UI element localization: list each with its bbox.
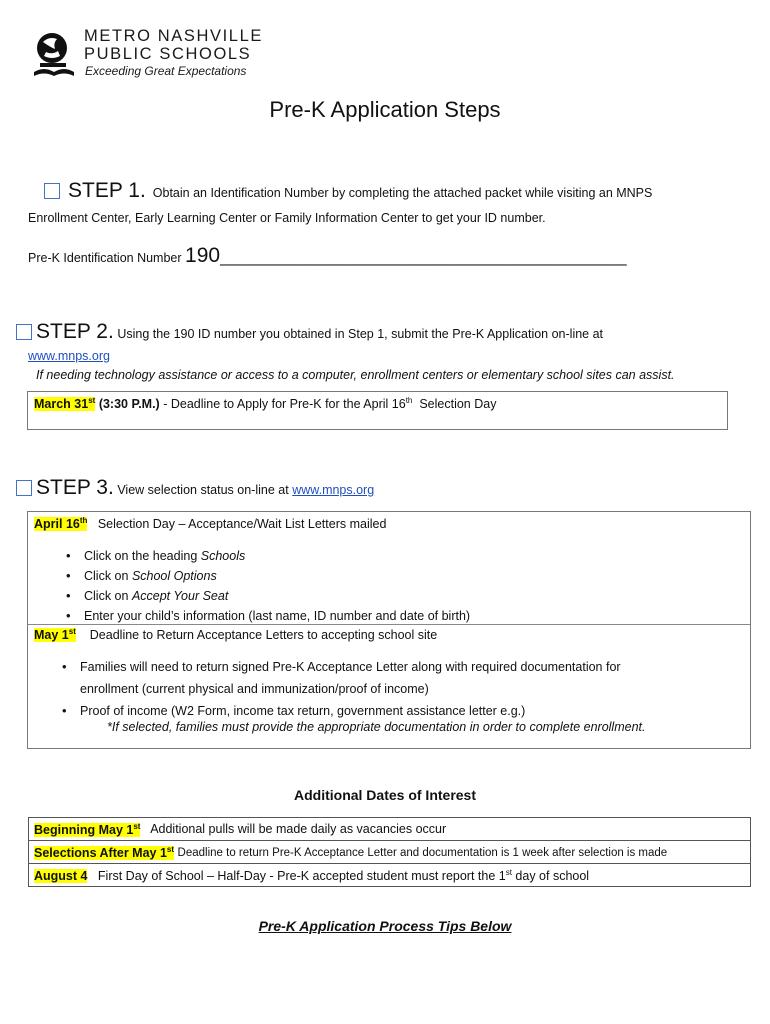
step2-link[interactable]: www.mnps.org bbox=[28, 349, 110, 363]
table-row bbox=[29, 841, 751, 864]
april-line bbox=[34, 516, 386, 531]
deadline-box bbox=[27, 391, 728, 430]
step2-checkbox[interactable] bbox=[16, 324, 32, 340]
date-text: First Day of School – Half-Day - Pre-K accepted student must report the 1st day of school bbox=[97, 867, 590, 883]
tips-heading: Pre-K Application Process Tips Below bbox=[258, 918, 512, 934]
list-item: • Proof of income (W2 Form, income tax return, government assistance letter e.g.) bbox=[58, 700, 621, 722]
page-title: Pre-K Application Steps bbox=[269, 97, 501, 122]
id-prefix: 190 bbox=[185, 244, 221, 267]
id-blank[interactable]: ___________________________________________ bbox=[220, 247, 627, 266]
date-label: Beginning May 1st bbox=[34, 821, 141, 837]
instruction-list bbox=[62, 546, 470, 626]
step2-text: Using the 190 ID number you obtained in Step 1, submit the Pre-K Application on-line at bbox=[117, 327, 604, 341]
april-text: Selection Day – Acceptance/Wait List Letters mailed bbox=[97, 517, 387, 532]
list-item: • Click on the heading Schools bbox=[62, 546, 470, 566]
step3-header bbox=[16, 476, 374, 500]
step2-heading: STEP 2. bbox=[36, 320, 114, 343]
april-date: April 16th bbox=[34, 516, 88, 532]
may-date: May 1st bbox=[34, 627, 76, 643]
step3-note: *If selected, families must provide the appropriate documentation in order to complete enrollment. bbox=[107, 720, 646, 734]
table-row bbox=[29, 864, 751, 887]
may-line bbox=[34, 627, 437, 642]
list-item: • Families will need to return signed Pre-K Acceptance Letter along with required documentation for enrollment (current physical and immunization/proof of income) bbox=[58, 656, 621, 700]
divider bbox=[28, 624, 750, 625]
dates-table bbox=[28, 817, 751, 887]
step3-box bbox=[27, 511, 751, 749]
may-text: Deadline to Return Acceptance Letters to accepting school site bbox=[89, 628, 438, 643]
table-row bbox=[29, 818, 751, 841]
id-label: Pre-K Identification Number bbox=[28, 251, 182, 265]
list-item: • Enter your child’s information (last name, ID number and date of birth) bbox=[62, 606, 470, 626]
step1-text-b: Enrollment Center, Early Learning Center or Family Information Center to get your ID number. bbox=[28, 211, 546, 225]
step2-note: If needing technology assistance or access to a computer, enrollment centers or elementary school sites can assist. bbox=[36, 368, 675, 382]
step1-header bbox=[44, 179, 652, 203]
date-label: August 4 bbox=[34, 868, 88, 883]
step1-checkbox[interactable] bbox=[44, 183, 60, 199]
deadline-text: - Deadline to Apply for Pre-K for the April 16th Selection Day bbox=[163, 396, 497, 412]
step3-text: View selection status on-line at bbox=[117, 483, 289, 497]
step2-header bbox=[16, 320, 603, 344]
list-item: • Click on School Options bbox=[62, 566, 470, 586]
step3-heading: STEP 3. bbox=[36, 476, 114, 499]
logo-line-1: METRO NASHVILLE bbox=[84, 27, 263, 45]
step1-heading: STEP 1. bbox=[68, 179, 146, 202]
logo-tagline: Exceeding Great Expectations bbox=[85, 64, 247, 78]
step1-text-a: Obtain an Identification Number by completing the attached packet while visiting an MNPS bbox=[152, 186, 653, 200]
additional-heading: Additional Dates of Interest bbox=[293, 787, 477, 803]
list-item: • Click on Accept Your Seat bbox=[62, 586, 470, 606]
date-text: Additional pulls will be made daily as vacancies occur bbox=[150, 822, 447, 837]
step3-link[interactable]: www.mnps.org bbox=[292, 483, 375, 497]
logo-line-2: PUBLIC SCHOOLS bbox=[84, 45, 252, 63]
deadline-time: (3:30 P.M.) bbox=[98, 397, 160, 412]
date-label: Selections After May 1st bbox=[34, 844, 175, 860]
date-text: Deadline to return Pre-K Acceptance Letter and documentation is 1 week after selection is made bbox=[177, 847, 668, 860]
deadline-date: March 31st bbox=[34, 396, 96, 412]
mnps-logo-icon bbox=[30, 30, 76, 80]
step1-id-line bbox=[28, 244, 627, 268]
requirements-list bbox=[58, 656, 621, 722]
step3-checkbox[interactable] bbox=[16, 480, 32, 496]
